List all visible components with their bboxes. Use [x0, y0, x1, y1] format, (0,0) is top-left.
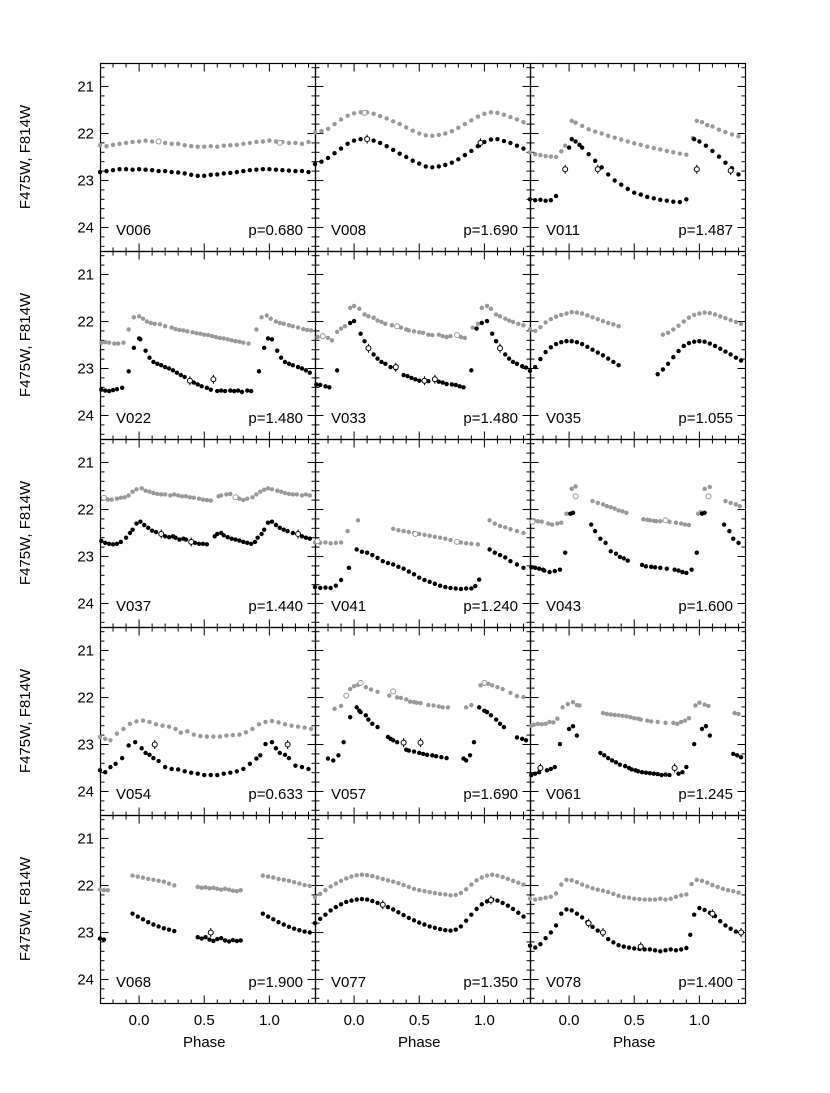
period-label: p=0.633	[248, 786, 303, 803]
period-label: p=1.400	[678, 974, 733, 991]
f475w-series	[313, 872, 526, 899]
period-label: p=1.055	[678, 410, 733, 427]
open-symbol-points	[586, 909, 743, 951]
f475w-series	[529, 700, 741, 728]
f814w-series	[98, 167, 311, 178]
f475w-series	[528, 878, 741, 902]
f814w-series	[99, 520, 312, 547]
x-axis-tick-label: 1.0	[473, 1012, 495, 1029]
y-axis-tick-label: 21	[77, 78, 94, 96]
y-axis-title: F475W, F814W	[17, 104, 34, 210]
open-symbol-points	[208, 928, 213, 937]
y-axis-tick-label: 22	[77, 501, 94, 519]
f475w-series	[313, 518, 526, 546]
period-label: p=1.900	[248, 974, 303, 991]
star-id-label: V043	[546, 598, 582, 615]
period-label: p=1.350	[463, 974, 518, 991]
y-axis-tick-label: 23	[77, 924, 94, 942]
f814w-series	[313, 547, 526, 591]
y-axis-tick-label: 22	[77, 877, 94, 895]
f475w-series	[528, 310, 743, 337]
f475w-series	[528, 119, 741, 160]
y-axis-tick-label: 23	[77, 736, 94, 754]
x-axis-tick-label: 0.5	[193, 1012, 215, 1029]
y-axis-tick-label: 24	[77, 407, 94, 425]
panel-V054	[98, 628, 316, 816]
panel-V057	[316, 628, 531, 816]
period-label: p=1.440	[248, 598, 303, 615]
panel-V008	[313, 64, 531, 252]
period-label: p=1.487	[678, 222, 733, 239]
f475w-series	[315, 304, 525, 343]
f814w-series	[313, 897, 526, 933]
y-axis-title: F475W, F814W	[17, 292, 34, 398]
y-axis-tick-label: 22	[77, 689, 94, 707]
y-axis-tick-label: 24	[77, 783, 94, 801]
star-id-label: V006	[116, 222, 152, 239]
y-axis-tick-label: 24	[77, 219, 94, 237]
x-axis-tick-label: 0.5	[623, 1012, 645, 1029]
open-symbol-points	[187, 375, 215, 385]
f475w-series	[532, 484, 742, 527]
y-axis-tick-label: 21	[77, 454, 94, 472]
period-label: p=0.680	[248, 222, 303, 239]
y-axis-tick-label: 21	[77, 642, 94, 660]
period-label: p=1.480	[463, 410, 518, 427]
f475w-series	[106, 486, 312, 503]
y-axis-tick-label: 22	[77, 313, 94, 331]
f814w-series	[313, 137, 526, 170]
panel-V035	[528, 252, 746, 440]
f814w-series	[98, 740, 311, 777]
f475w-series	[99, 313, 313, 346]
y-axis-title: F475W, F814W	[17, 668, 34, 774]
panel-V006	[98, 64, 316, 252]
period-label: p=1.480	[248, 410, 303, 427]
x-axis-title: Phase	[612, 1034, 656, 1051]
period-label: p=1.690	[463, 786, 518, 803]
star-id-label: V068	[116, 974, 152, 991]
y-axis-tick-label: 23	[77, 172, 94, 190]
y-axis-tick-label: 23	[77, 548, 94, 566]
open-symbol-points	[152, 740, 290, 749]
panel-V033	[314, 252, 530, 440]
period-label: p=1.245	[678, 786, 733, 803]
y-axis-tick-label: 24	[77, 971, 94, 989]
x-axis-tick-label: 0.0	[558, 1012, 580, 1029]
x-axis-tick-label: 0.5	[408, 1012, 430, 1029]
f814w-series	[326, 705, 528, 763]
star-id-label: V022	[116, 410, 152, 427]
panel-V061	[529, 628, 745, 816]
star-id-label: V035	[546, 410, 582, 427]
x-axis-title: Phase	[397, 1034, 441, 1051]
star-id-label: V061	[546, 786, 582, 803]
f475w-series	[98, 718, 313, 742]
x-axis-title: Phase	[182, 1034, 226, 1051]
panel-V022	[99, 252, 315, 440]
period-label: p=1.690	[463, 222, 518, 239]
star-id-label: V078	[546, 974, 582, 991]
y-axis-tick-label: 22	[77, 125, 94, 143]
y-axis-tick-label: 21	[77, 830, 94, 848]
y-axis-title: F475W, F814W	[17, 856, 34, 962]
y-axis-tick-label: 21	[77, 266, 94, 284]
panel-V037	[99, 440, 315, 628]
f814w-series	[314, 319, 528, 390]
y-axis-title: F475W, F814W	[17, 480, 34, 586]
star-id-label: V008	[331, 222, 367, 239]
panel-V068	[98, 816, 316, 1004]
period-label: p=1.240	[463, 598, 518, 615]
f475w-series	[332, 682, 525, 711]
x-axis-tick-label: 1.0	[688, 1012, 710, 1029]
f814w-series	[98, 912, 312, 944]
panel-V078	[528, 816, 746, 1004]
y-axis-tick-label: 24	[77, 595, 94, 613]
panel-V043	[529, 440, 745, 628]
panel-V011	[528, 64, 746, 252]
f814w-series	[99, 336, 312, 394]
f814w-series	[528, 339, 743, 376]
open-symbol-points	[530, 494, 711, 524]
f814w-series	[529, 511, 741, 576]
x-axis-tick-label: 0.0	[128, 1012, 150, 1029]
star-id-label: V037	[116, 598, 152, 615]
x-axis-tick-label: 0.0	[343, 1012, 365, 1029]
f475w-series	[313, 110, 526, 138]
x-axis-tick-label: 1.0	[258, 1012, 280, 1029]
panel-V041	[313, 440, 531, 628]
open-symbol-points	[538, 764, 677, 773]
star-id-label: V041	[331, 598, 367, 615]
f814w-series	[528, 137, 741, 204]
star-id-label: V057	[331, 786, 367, 803]
star-id-label: V077	[331, 974, 367, 991]
open-symbol-points	[563, 165, 733, 175]
panel-V077	[313, 816, 531, 1004]
f814w-series	[529, 724, 743, 777]
f475w-series	[98, 873, 312, 893]
y-axis-tick-label: 23	[77, 360, 94, 378]
star-id-label: V054	[116, 786, 152, 803]
star-id-label: V033	[331, 410, 367, 427]
period-label: p=1.600	[678, 598, 733, 615]
star-id-label: V011	[546, 222, 580, 239]
